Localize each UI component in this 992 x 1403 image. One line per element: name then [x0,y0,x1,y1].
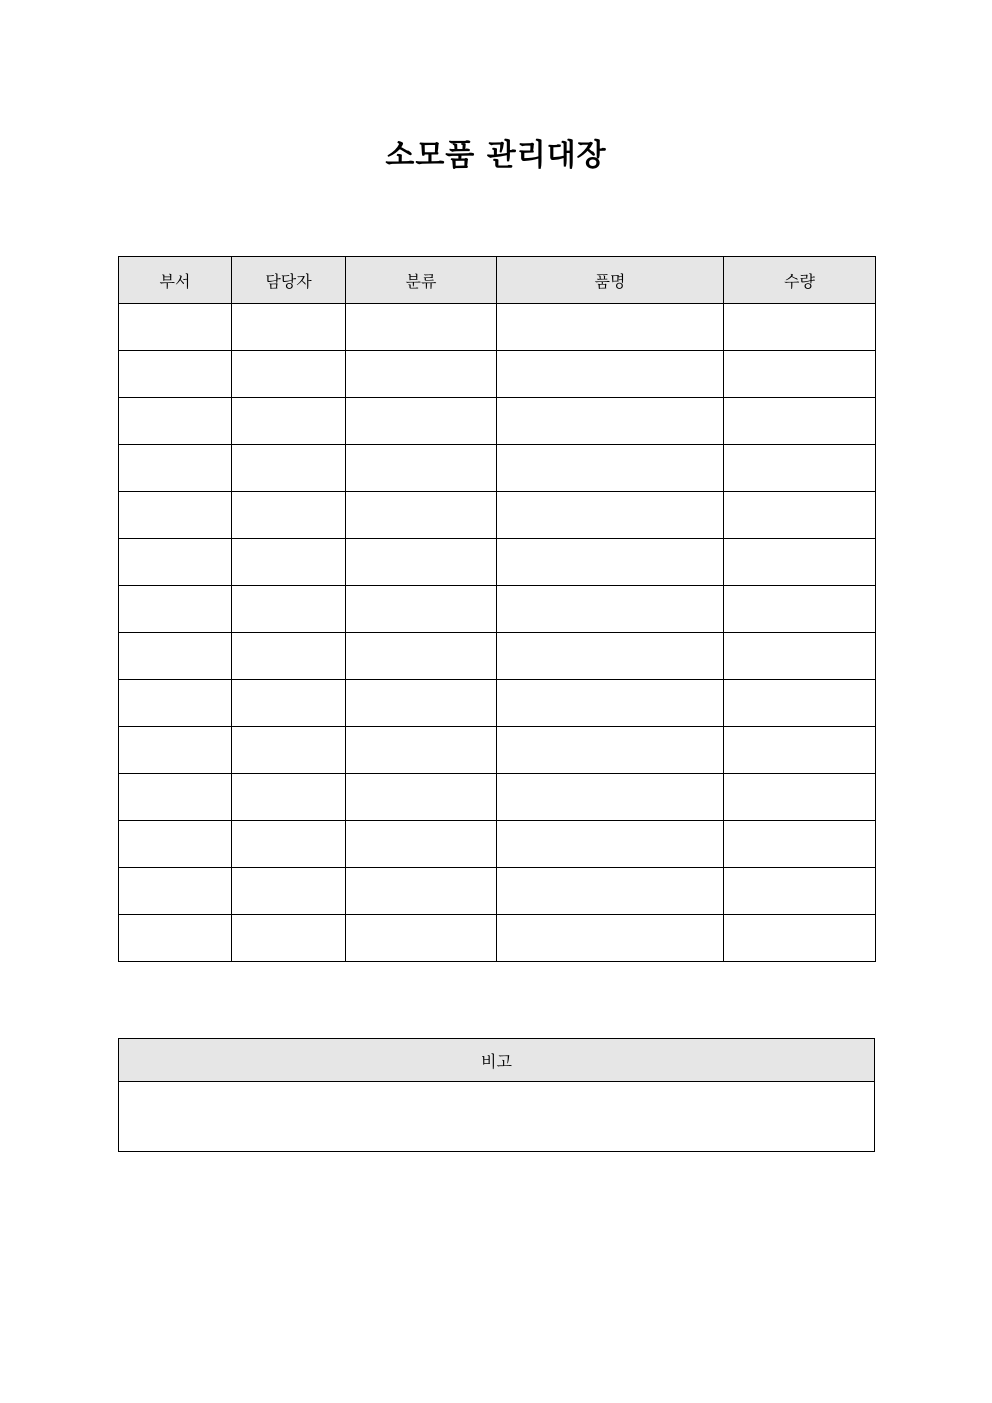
cell-manager[interactable] [232,492,346,539]
remarks-table [118,1038,875,1152]
header-category: 분류 [346,257,497,304]
page-title: 소모품 관리대장 [385,138,607,173]
cell-category[interactable] [346,821,497,868]
header-department: 부서 [119,257,232,304]
table-row [119,727,876,774]
cell-department[interactable] [119,774,232,821]
table-row [119,492,876,539]
cell-quantity[interactable] [724,680,876,727]
cell-manager[interactable] [232,539,346,586]
cell-item-name[interactable] [497,304,724,351]
cell-item-name[interactable] [497,445,724,492]
cell-manager[interactable] [232,351,346,398]
table-row [119,633,876,680]
cell-manager[interactable] [232,915,346,962]
table-row [119,915,876,962]
cell-item-name[interactable] [497,586,724,633]
cell-manager[interactable] [232,680,346,727]
cell-quantity[interactable] [724,586,876,633]
cell-manager[interactable] [232,868,346,915]
table-row [119,586,876,633]
cell-manager[interactable] [232,398,346,445]
cell-manager[interactable] [232,633,346,680]
cell-department[interactable] [119,680,232,727]
cell-category[interactable] [346,774,497,821]
cell-department[interactable] [119,868,232,915]
cell-category[interactable] [346,915,497,962]
cell-item-name[interactable] [497,821,724,868]
table-row [119,445,876,492]
table-body [119,304,876,962]
cell-department[interactable] [119,727,232,774]
cell-manager[interactable] [232,774,346,821]
cell-item-name[interactable] [497,492,724,539]
table-row [119,821,876,868]
cell-item-name[interactable] [497,398,724,445]
cell-item-name[interactable] [497,915,724,962]
cell-category[interactable] [346,304,497,351]
table-row [119,304,876,351]
cell-quantity[interactable] [724,304,876,351]
cell-manager[interactable] [232,727,346,774]
cell-item-name[interactable] [497,774,724,821]
table-row [119,539,876,586]
supplies-ledger-table [118,256,876,962]
cell-category[interactable] [346,727,497,774]
table-row [119,398,876,445]
cell-department[interactable] [119,398,232,445]
cell-category[interactable] [346,539,497,586]
cell-category[interactable] [346,680,497,727]
cell-manager[interactable] [232,821,346,868]
cell-department[interactable] [119,915,232,962]
cell-department[interactable] [119,821,232,868]
cell-department[interactable] [119,351,232,398]
cell-quantity[interactable] [724,868,876,915]
cell-manager[interactable] [232,445,346,492]
cell-department[interactable] [119,304,232,351]
header-quantity: 수량 [724,257,876,304]
remarks-label: 비고 [119,1039,875,1082]
cell-department[interactable] [119,586,232,633]
cell-quantity[interactable] [724,821,876,868]
cell-quantity[interactable] [724,915,876,962]
table-row [119,868,876,915]
cell-category[interactable] [346,868,497,915]
cell-item-name[interactable] [497,539,724,586]
remarks-field[interactable] [119,1082,875,1152]
cell-category[interactable] [346,586,497,633]
cell-category[interactable] [346,633,497,680]
cell-quantity[interactable] [724,445,876,492]
cell-category[interactable] [346,351,497,398]
cell-item-name[interactable] [497,351,724,398]
cell-department[interactable] [119,445,232,492]
cell-item-name[interactable] [497,680,724,727]
cell-manager[interactable] [232,304,346,351]
table-row [119,680,876,727]
cell-department[interactable] [119,633,232,680]
cell-category[interactable] [346,445,497,492]
cell-quantity[interactable] [724,727,876,774]
cell-quantity[interactable] [724,398,876,445]
cell-item-name[interactable] [497,633,724,680]
header-manager: 담당자 [232,257,346,304]
header-item-name: 품명 [497,257,724,304]
cell-department[interactable] [119,539,232,586]
cell-quantity[interactable] [724,351,876,398]
table-row [119,351,876,398]
cell-category[interactable] [346,492,497,539]
table-row [119,774,876,821]
cell-quantity[interactable] [724,633,876,680]
cell-manager[interactable] [232,586,346,633]
cell-quantity[interactable] [724,492,876,539]
cell-department[interactable] [119,492,232,539]
cell-category[interactable] [346,398,497,445]
cell-item-name[interactable] [497,868,724,915]
table-header-row [119,257,876,304]
cell-quantity[interactable] [724,539,876,586]
cell-quantity[interactable] [724,774,876,821]
cell-item-name[interactable] [497,727,724,774]
